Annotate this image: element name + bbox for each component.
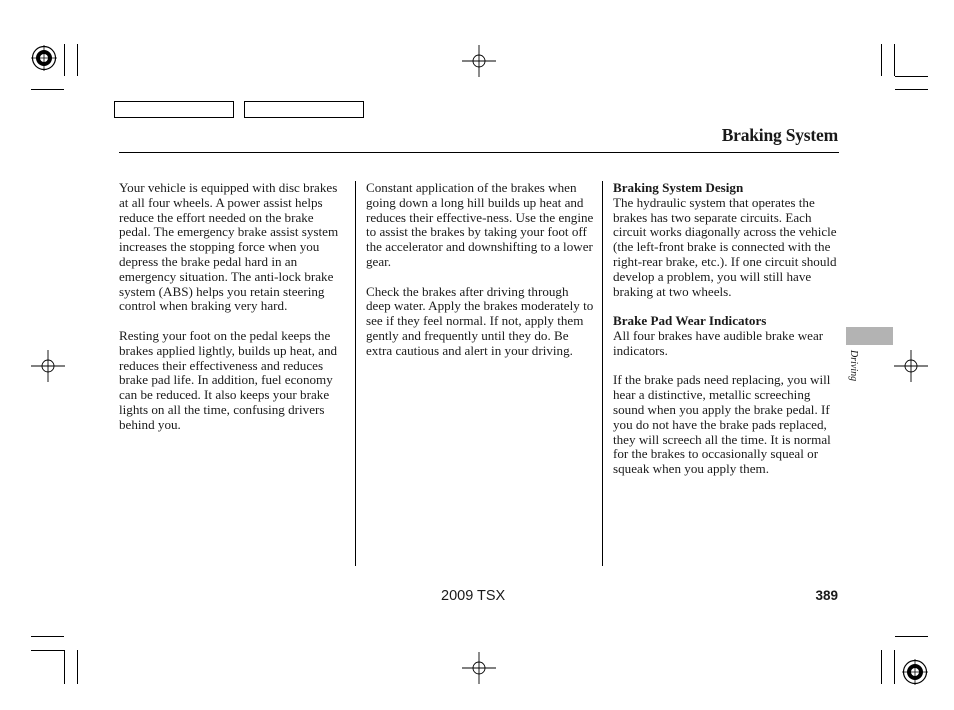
text-column-2 (366, 181, 596, 373)
crop-mark (31, 636, 64, 637)
crop-mark (881, 44, 882, 76)
crop-mark (895, 76, 928, 77)
crosshair-icon (31, 350, 65, 382)
paragraph: Check the brakes after driving through deep water. Apply the brakes moderately to see if they feel normal. If not, apply them gently and frequently until they do. Be extra cautious and alert in your driving. (366, 283, 594, 358)
text-column-3 (613, 181, 841, 492)
paragraph: The hydraulic system that operates the brakes has two separate circuits. Each circuit works diagonally across the vehicle (the left-front brake is connected with the right-rear brake, etc.). If one circuit should develop a problem, you will still have braking at two wheels. (613, 194, 837, 299)
nav-tab-index[interactable] (244, 101, 364, 118)
crop-mark (77, 650, 78, 684)
crop-mark (895, 89, 928, 90)
registration-target-icon (31, 45, 57, 71)
section-thumb-tab[interactable] (846, 327, 893, 345)
crosshair-icon (462, 45, 496, 77)
section-heading: Braking System Design (613, 180, 744, 195)
paragraph: Constant application of the brakes when going down a long hill builds up heat and reduces their effective-ness. Use the engine to assist the brakes by taking your foot off the accelerator and downshifting to a lower gear. (366, 180, 594, 269)
crop-mark (881, 650, 882, 684)
footer-model: 2009 TSX (441, 588, 506, 604)
paragraph: Your vehicle is equipped with disc brakes at all four wheels. A power assist helps reduce the effort needed on the brake pedal. The emergency brake assist system increases the stopping force when you depress the brake pedal hard in an emergency situation. The anti-lock brake system (ABS) helps you retain steering control when braking very hard. (119, 180, 339, 314)
section-thumb-label: Driving (848, 350, 859, 382)
section-heading: Brake Pad Wear Indicators (613, 313, 767, 329)
crosshair-icon (894, 350, 928, 382)
crop-mark (894, 650, 895, 684)
column-divider (355, 181, 356, 566)
paragraph: Resting your foot on the pedal keeps the brakes applied lightly, builds up heat, and reduces their effectiveness and reduces brake pad life. In addition, fuel economy can be reduced. It also keeps your brake lights on all the time, confusing drivers behind you. (119, 327, 338, 432)
title-rule (119, 152, 839, 153)
crop-mark (894, 44, 895, 76)
crop-mark (31, 89, 64, 90)
crop-mark (77, 44, 78, 76)
page-number: 389 (815, 588, 838, 603)
text-column-1 (119, 181, 347, 447)
crop-mark (31, 650, 64, 651)
column-divider (602, 181, 603, 566)
registration-target-icon (902, 659, 928, 685)
crop-mark (64, 44, 65, 76)
paragraph: All four brakes have audible brake wear indicators. (613, 327, 824, 358)
paragraph: If the brake pads need replacing, you will hear a distinctive, metallic screeching sound when you apply the brake pedal. If you do not have the brake pads replaced, they will screech all the time. It is normal for the brakes to occasionally squeal or squeak when you apply them. (613, 372, 831, 477)
crop-mark (64, 650, 65, 684)
crosshair-icon (462, 652, 496, 684)
nav-tab-main-menu[interactable] (114, 101, 234, 118)
page-title: Braking System (721, 125, 838, 145)
crop-mark (895, 636, 928, 637)
